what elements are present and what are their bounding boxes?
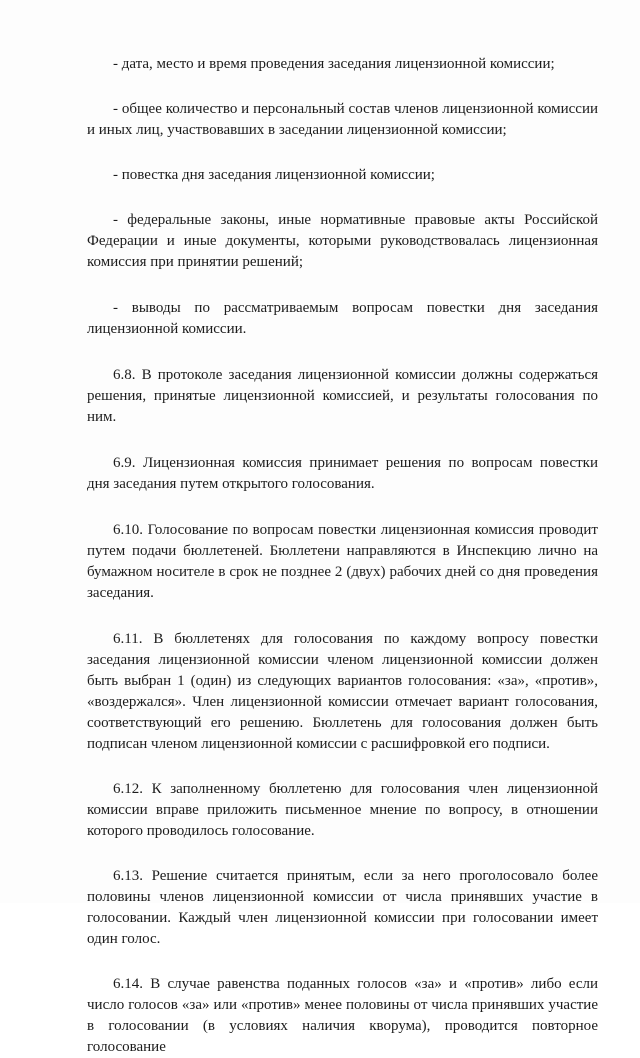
list-item-members-composition: - общее количество и персональный состав членов лицензионной комиссии и иных лиц, участвовавших в заседании лицензионной комиссии; bbox=[87, 101, 598, 138]
list-item-conclusions: - выводы по рассматриваемым вопросам повестки дня заседания лицензионной комиссии. bbox=[87, 300, 598, 337]
list-item-date-place-time: - дата, место и время проведения заседания лицензионной комиссии; bbox=[113, 56, 555, 72]
clause-6-13: 6.13. Решение считается принятым, если за него проголосовало более половины членов лицензионной комиссии от числа принявших участие в голосовании. Каждый член лицензионной комиссии при голосовании имеет один голос. bbox=[87, 868, 598, 947]
clause-6-12: 6.12. К заполненному бюллетеню для голосования член лицензионной комиссии вправе приложить письменное мнение по вопросу, в отношении которого проводилось голосование. bbox=[87, 781, 598, 839]
clause-6-14: 6.14. В случае равенства поданных голосов «за» и «против» либо если число голосов «за» или «против» менее половины от числа принявших участие в голосовании (в условиях наличия кворума), проводится повторное голосование bbox=[87, 976, 598, 1055]
list-item-federal-laws: - федеральные законы, иные нормативные правовые акты Российской Федерации и иные документы, которыми руководствовалась лицензионная комиссия при принятии решений; bbox=[87, 212, 598, 270]
list-item-agenda: - повестка дня заседания лицензионной комиссии; bbox=[113, 167, 435, 183]
clause-6-9: 6.9. Лицензионная комиссия принимает решения по вопросам повестки дня заседания путем открытого голосования. bbox=[87, 455, 598, 492]
clause-6-10: 6.10. Голосование по вопросам повестки лицензионная комиссия проводит путем подачи бюллетеней. Бюллетени направляются в Инспекцию лично на бумажном носителе в срок не позднее 2 (двух) рабочих дней со дня проведения заседания. bbox=[87, 522, 598, 601]
clause-6-8: 6.8. В протоколе заседания лицензионной комиссии должны содержаться решения, принятые лицензионной комиссией, и результаты голосования по ним. bbox=[87, 367, 598, 425]
clause-6-11: 6.11. В бюллетенях для голосования по каждому вопросу повестки заседания лицензионной комиссии членом лицензионной комиссии должен быть выбран 1 (один) из следующих вариантов голосования: «за», «против», «воздержался». Член лицензионной комиссии отмечает вариант голосования, соответствующий его решению. Бюллетень для голосования должен быть подписан членом лицензионной комиссии с расшифровкой его подписи. bbox=[87, 631, 598, 752]
